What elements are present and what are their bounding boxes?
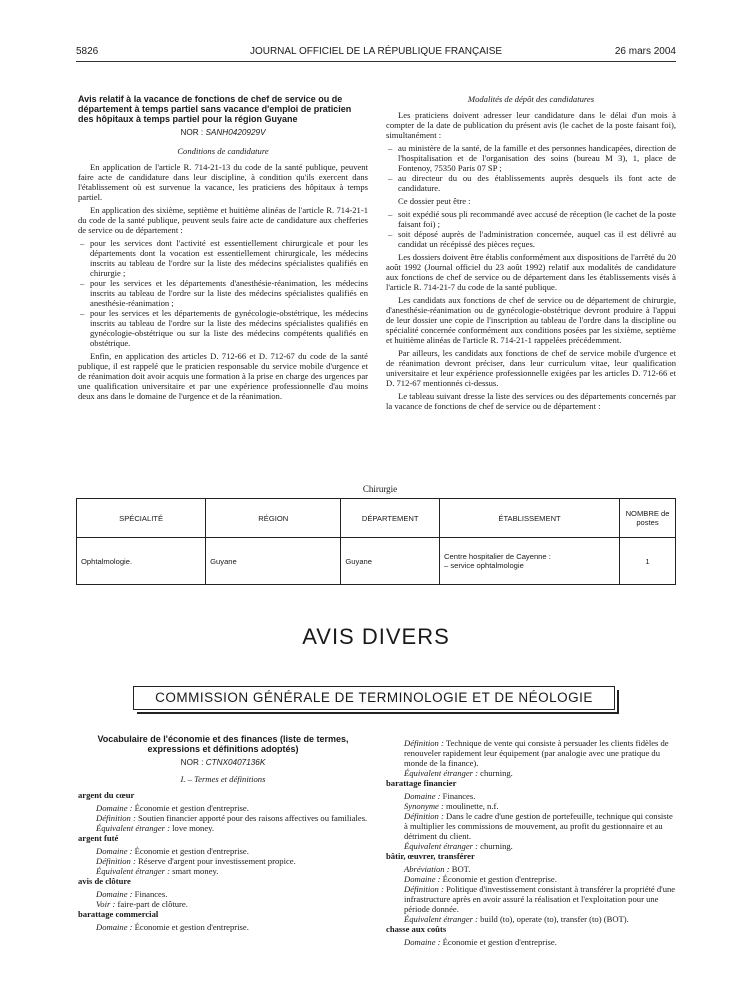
term-headword: avis de clôture	[78, 876, 131, 886]
definition-line	[96, 823, 368, 833]
field-label: Domaine :	[404, 937, 441, 947]
field-label: Équivalent étranger :	[404, 841, 478, 851]
term-headword: chasse aux coûts	[386, 924, 447, 934]
definition-line	[404, 811, 676, 841]
table-caption: Chirurgie	[362, 484, 398, 494]
paragraph: Ce dossier peut être :	[398, 196, 471, 206]
vocab-nor	[78, 758, 368, 768]
term-headword: bâtir, œuvrer, transférer	[386, 851, 475, 861]
term-list-right	[386, 778, 676, 947]
field-label: Équivalent étranger :	[96, 823, 170, 833]
definition-line	[96, 803, 368, 813]
col-header-departement: DÉPARTEMENT	[341, 499, 440, 538]
vocab-right-column	[386, 738, 676, 947]
list-item: – soit déposé auprès de l'administration concernée, auquel cas il est délivré au candidat un récépissé des pièces reçues.	[398, 229, 676, 249]
field-value: Réserve d'argent pour investissement propice.	[135, 856, 296, 866]
cell-region: Guyane	[206, 538, 341, 585]
definition-line	[96, 846, 368, 856]
field-label: Équivalent étranger :	[404, 914, 478, 924]
conditions-subtitle: Conditions de candidature	[177, 146, 269, 156]
col-header-specialite: SPÉCIALITÉ	[77, 499, 206, 538]
vacance-right-column	[386, 94, 676, 414]
field-label: Domaine :	[96, 922, 133, 932]
term-continuation	[386, 738, 676, 778]
field-value: Soutien financier apporté pour des raisons affectives ou familiales.	[135, 813, 368, 823]
field-label: Voir :	[96, 899, 116, 909]
etab-line: Centre hospitalier de Cayenne :	[444, 552, 551, 561]
field-value: Politique d'investissement consistant à transférer la propriété d'une infrastructure après en avoir assuré la réalisation et l'exploitation pour une période donnée.	[404, 884, 676, 914]
term-headword: argent du cœur	[78, 790, 135, 800]
cell-departement: Guyane	[341, 538, 440, 585]
paragraph: Par ailleurs, les candidats aux fonctions de chef de service mobile d'urgence et de réanimation devront préciser, dans leur curriculum vitae, leur qualification universitaire et leur expérience professionnelle exigées par les articles D. 712-66 et D. 712-67 mentionnés ci-dessus.	[386, 348, 676, 388]
definition-line	[404, 801, 676, 811]
field-value: smart money.	[169, 866, 219, 876]
field-label: Définition :	[404, 884, 444, 894]
nor-label: NOR :	[180, 128, 204, 137]
cell-specialite: Ophtalmologie.	[77, 538, 206, 585]
paragraph: Les candidats aux fonctions de chef de service ou de département de chirurgie, d'anesthésie-réanimation ou de gynécologie-obstétrique devront produire à l'appui de leur dossier une copie de l'inscription au tableau de l'ordre dans la discipline ou spécialité concernée conformément aux conditions posées par les sixième, septième et huitième alinéas de l'article R. 714-21-1 rappelées précédemment.	[386, 295, 676, 345]
definition-line	[404, 738, 676, 768]
definition-line	[404, 914, 676, 924]
definition-line	[404, 884, 676, 914]
term-headword: argent futé	[78, 833, 119, 843]
issue-date: 26 mars 2004	[614, 46, 676, 57]
avis-divers-heading: AVIS DIVERS	[302, 624, 450, 649]
vocab-left-column	[78, 734, 368, 932]
field-label: Domaine :	[96, 889, 133, 899]
field-value: Économie et gestion d'entreprise.	[132, 803, 249, 813]
etab-line: – service ophtalmologie	[444, 561, 524, 570]
field-label: Équivalent étranger :	[404, 768, 478, 778]
list-item: – pour les services et les départements d'anesthésie-réanimation, les médecins inscrits au tableau de l'ordre sur la liste des médecins spécialistes qualifiés en anesthésie-réanimation ;	[90, 278, 368, 308]
vacance-left-column	[78, 94, 368, 404]
definition-line	[96, 856, 368, 866]
vacance-title: Avis relatif à la vacance de fonctions de chef de service ou de département à temps partiel sans vacance d'emploi de praticien des hôpitaux à temps partiel pour la région Guyane	[78, 94, 352, 124]
field-value: love money.	[169, 823, 215, 833]
nor-label: NOR :	[180, 758, 204, 767]
modalites-subtitle: Modalités de dépôt des candidatures	[467, 94, 595, 104]
page-number: 5826	[76, 46, 99, 57]
definition-line	[404, 791, 676, 801]
eligibility-list	[78, 238, 368, 348]
field-value: moulinette, n.f.	[443, 801, 499, 811]
definition-line	[404, 864, 676, 874]
field-label: Définition :	[404, 811, 444, 821]
col-header-etablissement: ÉTABLISSEMENT	[440, 499, 620, 538]
field-label: Domaine :	[96, 846, 133, 856]
section-heading: I. – Termes et définitions	[180, 774, 266, 784]
nor-value: SANH0420929V	[205, 128, 266, 137]
field-label: Équivalent étranger :	[96, 866, 170, 876]
page-header	[76, 46, 676, 60]
term-headword: barattage commercial	[78, 909, 159, 919]
cell-etablissement	[440, 538, 620, 585]
header-rule	[76, 61, 676, 62]
paragraph: Les praticiens doivent adresser leur candidature dans le délai d'un mois à compter de la date de publication du présent avis (le cachet de la poste faisant foi), simultanément :	[386, 110, 676, 140]
paragraph: Enfin, en application des articles D. 712-66 et D. 712-67 du code de la santé publique, il est rappelé que le praticien responsable du service mobile d'urgence et de réanimation doit avoir acquis une formation à la prise en charge des urgences par une qualification universitaire et par une expérience professionnelle d'au moins deux ans dans le domaine de l'urgence et de la réanimation.	[78, 351, 368, 401]
field-value: Économie et gestion d'entreprise.	[440, 937, 557, 947]
journal-title: JOURNAL OFFICIEL DE LA RÉPUBLIQUE FRANÇAISE	[249, 46, 503, 57]
field-value: faire-part de clôture.	[115, 899, 188, 909]
field-value: churning.	[477, 768, 513, 778]
field-label: Définition :	[404, 738, 444, 748]
field-label: Abréviation :	[404, 864, 450, 874]
vocab-title: Vocabulaire de l'économie et des finances (liste de termes, expressions et définitions adoptés)	[97, 734, 349, 754]
commission-box: COMMISSION GÉNÉRALE DE TERMINOLOGIE ET DE NÉOLOGIE	[133, 686, 615, 710]
field-label: Synonyme :	[404, 801, 444, 811]
address-list	[386, 143, 676, 193]
definition-line	[96, 922, 368, 932]
definition-line	[404, 768, 676, 778]
definition-line	[96, 889, 368, 899]
definition-line	[404, 841, 676, 851]
field-value: Finances.	[440, 791, 476, 801]
paragraph: En application des sixième, septième et huitième alinéas de l'article R. 714-21-1 du code de la santé publique, peuvent seuls faire acte de candidature aux chefferies de service ou de département :	[78, 205, 368, 235]
col-header-nombre: NOMBRE de postes	[620, 499, 676, 538]
list-item: – soit expédié sous pli recommandé avec accusé de réception (le cachet de la poste faisant foi) ;	[398, 209, 676, 229]
definition-line	[404, 874, 676, 884]
definition-line	[96, 813, 368, 823]
table-row	[77, 538, 676, 585]
field-label: Domaine :	[404, 874, 441, 884]
table-header-row	[77, 499, 676, 538]
paragraph: En application de l'article R. 714-21-13 du code de la santé publique, peuvent faire acte de candidature dans leur discipline, à condition qu'ils exercent dans l'établissement où est survenue la vacance, les praticiens des hôpitaux à temps partiel.	[78, 162, 368, 202]
field-value: Économie et gestion d'entreprise.	[440, 874, 557, 884]
field-label: Définition :	[96, 813, 136, 823]
field-value: Économie et gestion d'entreprise.	[132, 846, 249, 856]
field-value: Économie et gestion d'entreprise.	[132, 922, 249, 932]
cell-nombre: 1	[620, 538, 676, 585]
term-list-left	[78, 790, 368, 932]
nor-value: CTNX0407136K	[205, 758, 266, 767]
field-value: churning.	[477, 841, 513, 851]
field-value: Dans le cadre d'une gestion de portefeuille, technique qui consiste à multiplier les commissions de mouvement, au profit du gestionnaire et au détriment du client.	[404, 811, 673, 841]
field-value: Finances.	[132, 889, 168, 899]
field-value: build (to), operate (to), transfer (to) (BOT).	[477, 914, 629, 924]
vacancy-table	[76, 498, 676, 585]
list-item: – au ministère de la santé, de la famille et des personnes handicapées, direction de l'hospitalisation et de l'organisation des soins (bureau M 3), 1, place de Fontenoy, 75350 Paris 07 SP ;	[398, 143, 676, 173]
paragraph: Le tableau suivant dresse la liste des services ou des départements concernés par la vacance de fonctions de chef de service ou de département :	[386, 391, 676, 411]
list-item: – au directeur du ou des établissements auprès desquels ils font acte de candidature.	[398, 173, 676, 193]
definition-line	[96, 899, 368, 909]
vacance-nor	[78, 128, 368, 138]
field-value: Technique de vente qui consiste à persuader les clients fidèles de renouveler rapidement leur équipement (par analogie avec une pratique du monde de la finance).	[404, 738, 669, 768]
field-label: Définition :	[96, 856, 136, 866]
field-value: BOT.	[449, 864, 471, 874]
field-label: Domaine :	[96, 803, 133, 813]
list-item: – pour les services dont l'activité est essentiellement chirurgicale et pour les départements dont la vocation est essentiellement chirurgicale, les médecins inscrits au tableau de l'ordre sur la liste des médecins spécialistes qualifiés en chirurgie ;	[90, 238, 368, 278]
col-header-region: RÉGION	[206, 499, 341, 538]
list-item: – pour les services et les départements de gynécologie-obstétrique, les médecins inscrits au tableau de l'ordre sur la liste des médecins spécialistes qualifiés en gynécologie-obstétrique ou sur la liste des médecins compétents qualifiés en obstétrique.	[90, 308, 368, 348]
definition-line	[404, 937, 676, 947]
dossier-list	[386, 209, 676, 249]
term-headword: barattage financier	[386, 778, 457, 788]
paragraph: Les dossiers doivent être établis conformément aux dispositions de l'arrêté du 20 août 1992 (Journal officiel du 23 août 1992) relatif aux modalités de candidature aux fonctions de chef de service ou de département dans les établissements visés à l'article R. 714-21-7 du code de la santé publique.	[386, 252, 676, 292]
field-label: Domaine :	[404, 791, 441, 801]
definition-line	[96, 866, 368, 876]
